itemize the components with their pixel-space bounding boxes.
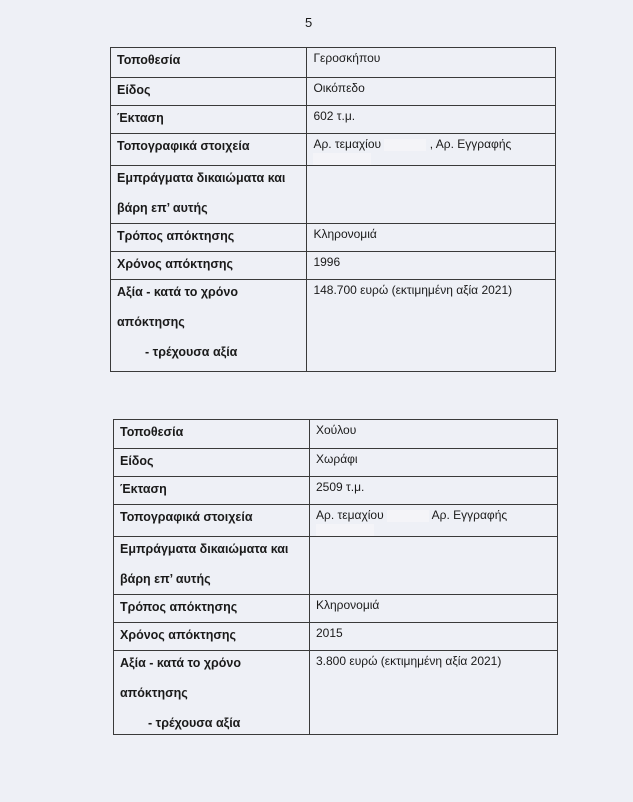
type-label: Είδος (114, 449, 310, 477)
location-label: Τοποθεσία (111, 48, 307, 78)
table-row (114, 651, 558, 735)
rights-value (310, 537, 558, 595)
table-row (114, 537, 558, 595)
redacted-parcel-number (384, 139, 426, 151)
table-row (111, 48, 556, 78)
table-row (114, 477, 558, 505)
table-row (111, 166, 556, 224)
acquisition-method-value: Κληρονομιά (307, 224, 556, 252)
topographic-label: Τοπογραφικά στοιχεία (114, 505, 310, 537)
table-row (111, 106, 556, 134)
type-label: Είδος (111, 78, 307, 106)
area-value: 602 τ.μ. (307, 106, 556, 134)
parcel-number-text: Αρ. τεμαχίου (313, 137, 382, 151)
acquisition-method-label: Τρόπος απόκτησης (114, 595, 310, 623)
topographic-label: Τοπογραφικά στοιχεία (111, 134, 307, 166)
rights-label-line1: Εμπράγματα δικαιώματα και (117, 171, 286, 185)
rights-label (114, 537, 310, 595)
table-row (114, 623, 558, 651)
value-label-line2: απόκτησης (117, 315, 185, 329)
rights-value (307, 166, 556, 224)
location-label: Τοποθεσία (114, 420, 310, 449)
table-row (111, 224, 556, 252)
acquisition-year-label: Χρόνος απόκτησης (111, 252, 307, 280)
redacted-registration-number (313, 153, 371, 165)
table-row (111, 280, 556, 372)
table-row (114, 449, 558, 477)
property-table (110, 47, 556, 372)
redacted-parcel-number (387, 510, 429, 522)
page-number: 5 (305, 15, 313, 30)
value-label-line2: απόκτησης (120, 686, 188, 700)
area-label: Έκταση (114, 477, 310, 505)
acquisition-year-value: 1996 (307, 252, 556, 280)
value-value: 148.700 ευρώ (εκτιμημένη αξία 2021) (307, 280, 556, 372)
acquisition-method-value: Κληρονομιά (310, 595, 558, 623)
table-row (114, 420, 558, 449)
type-value: Χωράφι (310, 449, 558, 477)
value-label (111, 280, 307, 372)
value-label (114, 651, 310, 735)
table-row (114, 595, 558, 623)
table-row (111, 134, 556, 166)
acquisition-year-value: 2015 (310, 623, 558, 651)
value-label-line1: Αξία - κατά το χρόνο (120, 656, 241, 670)
topographic-value (310, 505, 558, 537)
redacted-registration-number (316, 524, 374, 536)
type-value: Οικόπεδο (307, 78, 556, 106)
rights-label-line2: βάρη επ’ αυτής (117, 201, 208, 215)
table-row (111, 252, 556, 280)
acquisition-method-label: Τρόπος απόκτησης (111, 224, 307, 252)
area-value: 2509 τ.μ. (310, 477, 558, 505)
property-table (113, 419, 558, 735)
rights-label-line1: Εμπράγματα δικαιώματα και (120, 542, 289, 556)
registration-number-text: , Αρ. Εγγραφής (429, 137, 512, 151)
value-label-line3: - τρέχουσα αξία (148, 716, 241, 730)
value-label-line1: Αξία - κατά το χρόνο (117, 285, 238, 299)
acquisition-year-label: Χρόνος απόκτησης (114, 623, 310, 651)
table-row (114, 505, 558, 537)
rights-label (111, 166, 307, 224)
rights-label-line2: βάρη επ’ αυτής (120, 572, 211, 586)
value-label-line3: - τρέχουσα αξία (145, 345, 238, 359)
area-label: Έκταση (111, 106, 307, 134)
value-value: 3.800 ευρώ (εκτιμημένη αξία 2021) (310, 651, 558, 735)
registration-number-text: Αρ. Εγγραφής (431, 508, 508, 522)
parcel-number-text: Αρ. τεμαχίου (316, 508, 384, 522)
topographic-value (307, 134, 556, 166)
location-value: Γεροσκήπου (307, 48, 556, 78)
location-value: Χούλου (310, 420, 558, 449)
table-row (111, 78, 556, 106)
